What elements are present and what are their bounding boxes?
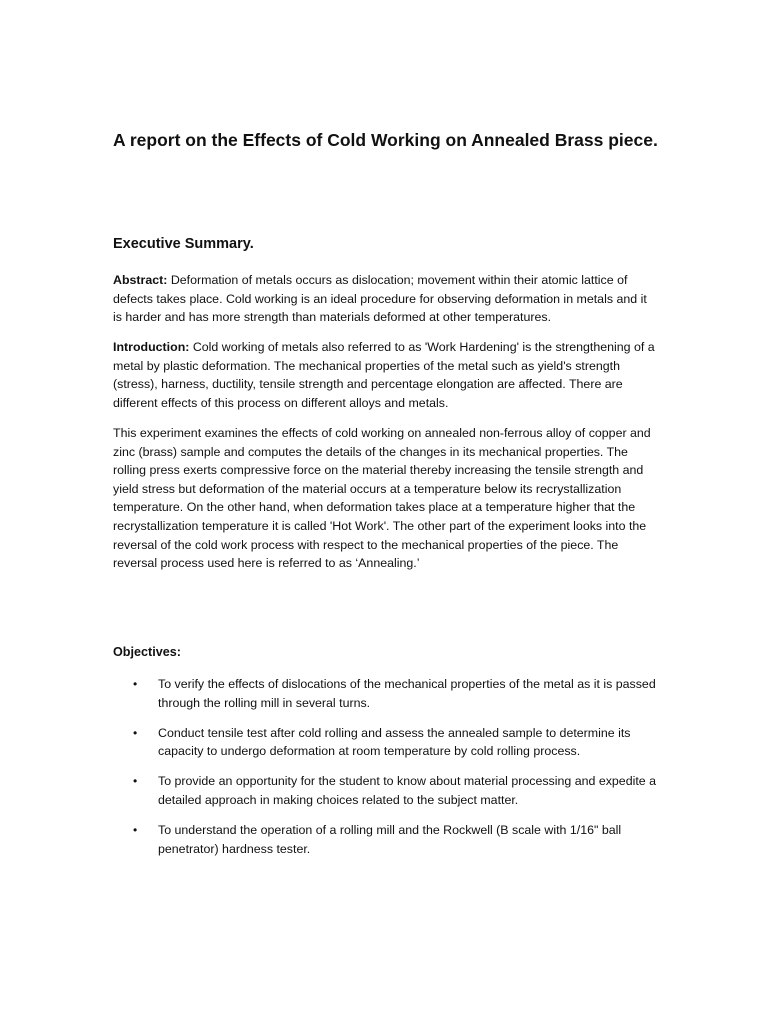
introduction-label: Introduction: bbox=[113, 340, 190, 354]
executive-summary-heading: Executive Summary. bbox=[113, 236, 254, 252]
abstract-text: Deformation of metals occurs as dislocation; movement within their atomic lattice of defects takes place. Cold working is an ideal procedure for observing deformation in metals and it is harder and has more strength than materials deformed at other temperatures. bbox=[113, 273, 647, 325]
introduction-text: Cold working of metals also referred to as 'Work Hardening' is the strengthening of a metal by plastic deformation. The mechanical properties of the metal such as yield's strength (stress), harness, ductility, tensile strength and percentage elongation are affected. There are different effects of this process on different alloys and metals. bbox=[113, 340, 655, 410]
abstract-label: Abstract: bbox=[113, 273, 168, 287]
bullet-icon: • bbox=[133, 774, 138, 789]
introduction-paragraph bbox=[113, 338, 658, 412]
objective-text: To verify the effects of dislocations of the mechanical properties of the metal as it is passed through the rolling mill in several turns. bbox=[158, 677, 656, 710]
bullet-icon: • bbox=[133, 725, 138, 740]
objectives-heading: Objectives: bbox=[113, 645, 181, 659]
objective-text: To understand the operation of a rolling mill and the Rockwell (B scale with 1/16" ball penetrator) hardness tester. bbox=[158, 823, 622, 856]
list-item bbox=[113, 724, 658, 761]
experiment-paragraph: This experiment examines the effects of cold working on annealed non-ferrous alloy of copper and zinc (brass) sample and computes the details of the changes in its mechanical properties. The rolling press exerts compressive force on the material thereby increasing the tensile strength and yield stress but deformation of the material occurs at a temperature below its recrystallization temperature. On the other hand, when deformation takes place at a temperature higher that the recrystallization temperature it is called 'Hot Work'. The other part of the experiment looks into the reversal of the cold work process with respect to the mechanical properties of the piece. The reversal process used here is referred to as ‘Annealing.’ bbox=[113, 426, 651, 571]
bullet-icon: • bbox=[133, 823, 138, 838]
report-title: A report on the Effects of Cold Working on Annealed Brass piece. bbox=[113, 130, 658, 150]
bullet-icon: • bbox=[133, 677, 138, 691]
list-item bbox=[113, 675, 658, 712]
list-item bbox=[113, 821, 658, 858]
objectives-list bbox=[113, 675, 658, 870]
objective-text: To provide an opportunity for the student to know about material processing and expedite a detailed approach in making choices related to the subject matter. bbox=[158, 774, 657, 807]
objective-text: Conduct tensile test after cold rolling and assess the annealed sample to determine its capacity to undergo deformation at room temperature by cold rolling process. bbox=[158, 725, 631, 759]
list-item bbox=[113, 772, 658, 809]
abstract-paragraph bbox=[113, 271, 658, 327]
